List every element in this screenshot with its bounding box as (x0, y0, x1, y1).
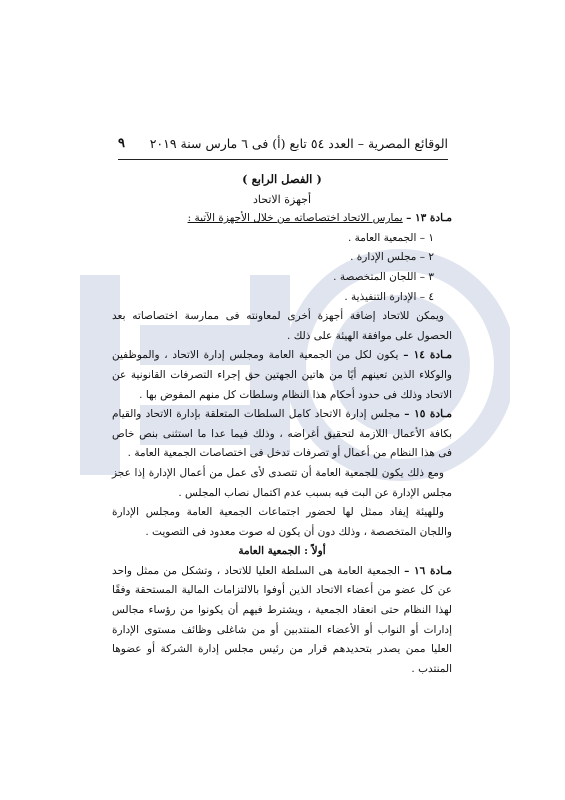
article-16 (112, 562, 452, 680)
article-14 (112, 346, 452, 405)
list-item: ١ – الجمعية العامة . (347, 231, 434, 244)
subsection-title: أولاً : الجمعية العامة (238, 545, 326, 558)
page-header (118, 133, 448, 153)
article-16-label: مـادة ١٦ – (404, 564, 453, 577)
list-item: ٤ – الإدارة التنفيذية . (344, 290, 434, 303)
article-15 (112, 405, 452, 464)
list-item: ٢ – مجلس الإدارة . (350, 251, 434, 264)
article-14-text: يكون لكل من الجمعية العامة ومجلس إدارة الاتحاد ، والموظفين والوكلاء الذين تعينهم أيًا من هاتين الجهتين حق إجراء التصرفات القانونية عن الاتحاد وذلك فى حدود أحكام هذا النظام وسلطات كل منهم المفوض بها . (112, 349, 452, 401)
paragraph-additional-bodies: ويمكن للاتحاد إضافة أجهزة أخرى لمعاونته فى ممارسة اختصاصاته بعد الحصول على موافقة الهيئة على ذلك . (112, 310, 452, 342)
list-item: ٣ – اللجان المتخصصة . (333, 270, 434, 283)
page-number: ٩ (118, 135, 125, 151)
section-title: أجهزة الاتحاد (253, 192, 311, 206)
article-13 (112, 209, 452, 229)
paragraph-authority-representative: وللهيئة إيفاد ممثل لها لحضور اجتماعات الجمعية العامة ومجلس الإدارة واللجان المتخصصة ، وذلك دون أن يكون له صوت معدود فى التصويت . (112, 506, 452, 538)
header-rule (118, 159, 448, 160)
article-16-text: الجمعية العامة هى السلطة العليا للاتحاد ، وتشكل من ممثل واحد عن كل عضو من أعضاء الاتحاد الذين أوفوا بالالتزامات المالية المستحقة وفقًا لهذا النظام حتى انعقاد الجمعية ، ويشترط فيهم أن يكونوا من رؤساء مجالس إدارات أو النواب أو الأعضاء المنتدبين أو من شاغلى وظائف مستوى الإدارة العليا ممن يصدر بتحديدهم قرار من رئيس مجلس إدارة الشركة أو عضوها المنتدب . (112, 564, 452, 675)
article-15-text: مجلس إدارة الاتحاد كامل السلطات المتعلقة بإدارة الاتحاد والقيام بكافة الأعمال اللازمة لتحقيق أغراضه ، وذلك فيما عدا ما استثنى بنص خاص فى هذا النظام من أعمال أو تصرفات تدخل فى اختصاصات الجمعية العامة . (112, 408, 452, 460)
document-body (112, 170, 452, 679)
article-13-text: يمارس الاتحاد اختصاصاته من خلال الأجهزة الآتية : (187, 212, 403, 225)
article-13-label: مـادة ١٣ – (406, 212, 452, 225)
paragraph-general-assembly: ومع ذلك يكون للجمعية العامة أن تتصدى لأى عمل من أعمال الإدارة إذا عجز مجلس الإدارة عن البت فيه بسبب عدم اكتمال نصاب المجلس . (112, 466, 452, 499)
article-15-label: مـادة ١٥ – (404, 408, 452, 421)
chapter-title: ( الفصل الرابع ) (242, 172, 322, 186)
article-14-label: مـادة ١٤ – (403, 349, 453, 362)
header-title: الوقائع المصرية – العدد ٥٤ تابع (أ) فى ٦ مارس سنة ٢٠١٩ (149, 135, 448, 151)
